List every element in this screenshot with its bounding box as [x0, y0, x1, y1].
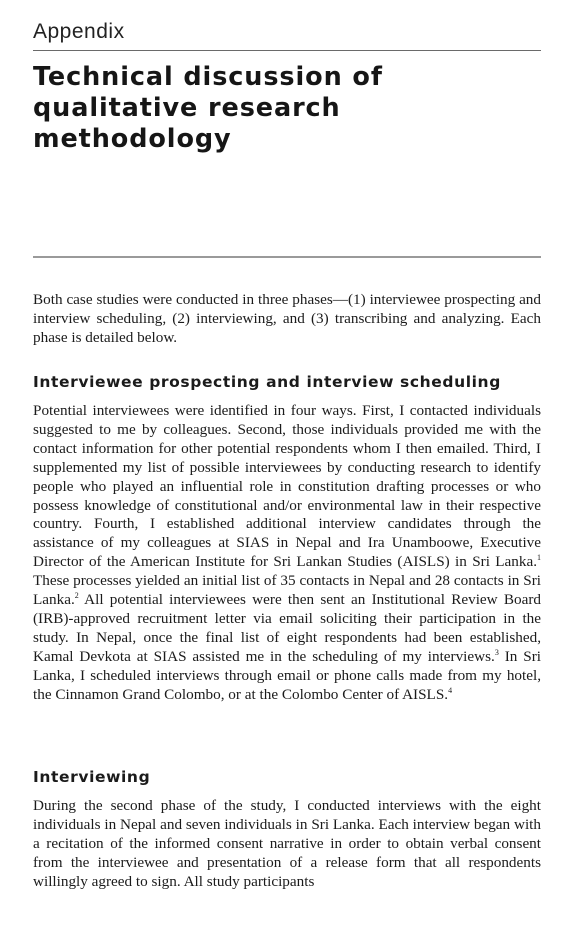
top-rule [33, 50, 541, 51]
prospecting-text-d: In Sri Lanka, I scheduled interviews through email or phone calls made from my hotel, the Cinnamon Grand Colombo, or at the Colombo Center of AISLS. [33, 647, 542, 703]
prospecting-text-c: All potential interviewees were then sent an Institutional Review Board (IRB)-approved recruitment letter via email soliciting their participation in the study. In Nepal, once the final list of eight respondents had been established, Kamal Devkota at SIAS assisted me in the scheduling of my interviews. [33, 591, 541, 665]
title-rule [33, 256, 541, 258]
page-title: Technical discussion of qualitative research methodology [33, 62, 383, 154]
intro-paragraph: Both case studies were conducted in three phases—(1) interviewee prospecting and interview scheduling, (2) interviewing, and (3) transcribing and analyzing. Each phase is detailed below. [33, 291, 541, 346]
prospecting-text-b: These processes yielded an initial list of 35 contacts in Nepal and 28 contacts in Sri Lanka. [33, 572, 541, 609]
footnote-ref-2[interactable]: 2 [74, 591, 79, 601]
footnote-ref-4[interactable]: 4 [448, 685, 453, 695]
interviewing-paragraph: During the second phase of the study, I conducted interviews with the eight individuals in Nepal and seven individuals in Sri Lanka. Each interview began with a recitation of the informed consent narrative in order to obtain verbal consent from the interviewee and presentation of a release form that all respondents willingly agreed to sign. All study participants [33, 797, 541, 890]
page [33, 0, 541, 926]
section-heading-prospecting: Interviewee prospecting and interview scheduling [33, 373, 501, 391]
section-heading-interviewing: Interviewing [33, 768, 151, 786]
footnote-ref-3[interactable]: 3 [494, 647, 499, 657]
section-label: Appendix [33, 20, 125, 43]
prospecting-text-a: Potential interviewees were identified in four ways. First, I contacted individuals suggested to me by colleagues. Second, those individuals provided me with the contact information for other potential respondents whom I then emailed. Third, I supplemented my list of possible interviewees by conducting research to identify people who played an influential role in constitution drafting processes or who possess knowledge of constitutional and/or environmental law in their respective country. Fourth, I established additional interview candidates through the assistance of my colleagues at SIAS in Nepal and Ira Unamboowe, Executive Director of the American Institute for Sri Lankan Studies (AISLS) in Sri Lanka. [33, 402, 541, 571]
footnote-ref-1[interactable]: 1 [537, 553, 541, 563]
prospecting-paragraph [33, 402, 541, 705]
